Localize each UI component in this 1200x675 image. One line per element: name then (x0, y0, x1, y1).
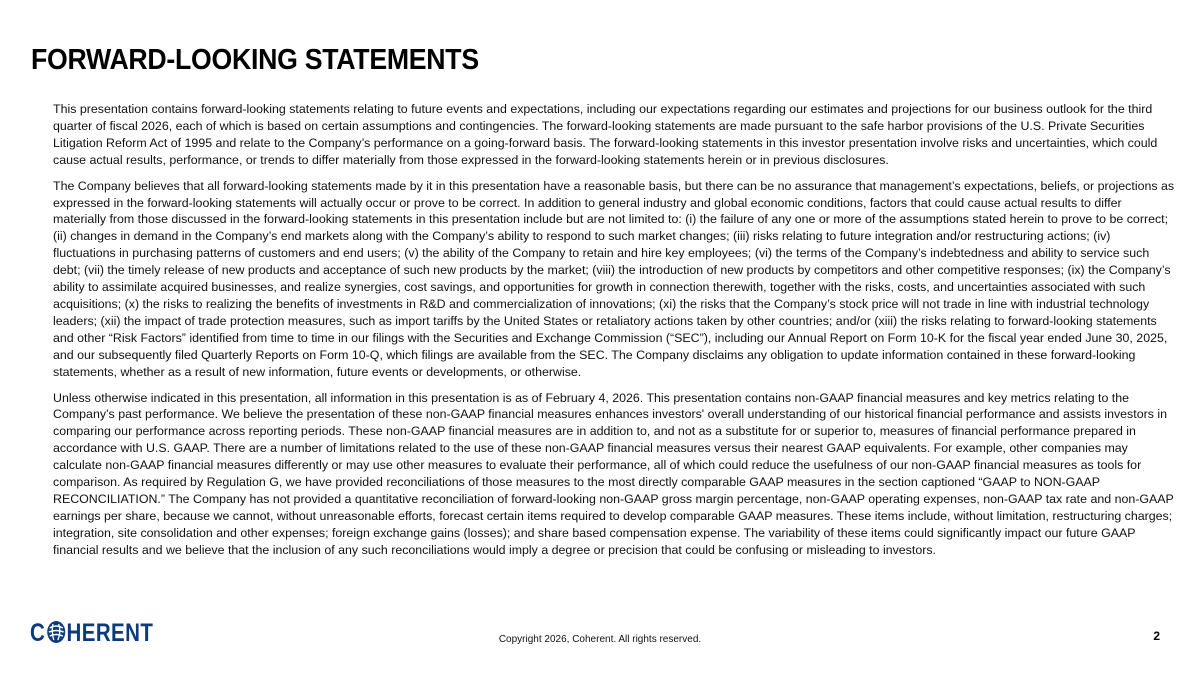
body-text (53, 101, 1175, 568)
paragraph-non-gaap: Unless otherwise indicated in this presentation, all information in this presentation is as of February 4, 2026. This presentation contains non-GAAP financial measures and key metrics relating to the Company’s past performance. We believe the presentation of these non-GAAP financial measures enhances investors' overall understanding of our historical financial performance and assists investors in comparing our performance across reporting periods. These non-GAAP financial measures are in addition to, and not as a substitute for or superior to, measures of financial performance prepared in accordance with U.S. GAAP. There are a number of limitations related to the use of these non-GAAP financial measures versus their nearest GAAP equivalents. For example, other companies may calculate non-GAAP financial measures differently or may use other measures to evaluate their performance, all of which could reduce the usefulness of our non-GAAP financial measures as tools for comparison. As required by Regulation G, we have provided reconciliations of those measures to the most directly comparable GAAP measures in the section captioned “GAAP to NON-GAAP RECONCILIATION.” The Company has not provided a quantitative reconciliation of forward-looking non-GAAP gross margin percentage, non-GAAP operating expenses, non-GAAP tax rate and non-GAAP earnings per share, because we cannot, without unreasonable efforts, forecast certain items required to develop comparable GAAP measures. These items include, without limitation, restructuring charges; integration, site consolidation and other expenses; foreign exchange gains (losses); and share based compensation expense. The variability of these items could significantly impact our future GAAP financial results and we believe that the inclusion of any such reconciliations would imply a degree or precision that could be confusing or misleading to investors. (53, 390, 1174, 557)
copyright-text: Copyright 2026, Coherent. All rights reserved. (498, 634, 702, 645)
page-number: 2 (1153, 629, 1160, 643)
paragraph-forward-looking: This presentation contains forward-looking statements relating to future events and expectations, including our expectations regarding our estimates and projections for our business outlook for the third quarter of fiscal 2026, each of which is based on certain assumptions and contingencies. The forward-looking statements are made pursuant to the safe harbor provisions of the U.S. Private Securities Litigation Reform Act of 1995 and relate to the Company’s performance on a going-forward basis. The forward-looking statements in this investor presentation involve risks and uncertainties, which could cause actual results, performance, or trends to differ materially from those expressed in the forward-looking statements herein or in previous disclosures. (53, 102, 1158, 167)
page-title: FORWARD-LOOKING STATEMENTS (31, 44, 479, 76)
paragraph-risk-factors: The Company believes that all forward-looking statements made by it in this presentation have a reasonable basis, but there can be no assurance that management’s expectations, beliefs, or projections as expressed in the forward-looking statements will actually occur or prove to be correct. In addition to general industry and global economic conditions, factors that could cause actual results to differ materially from those discussed in the forward-looking statements in this presentation include but are not limited to: (i) the failure of any one or more of the assumptions stated herein to prove to be correct; (ii) changes in demand in the Company’s end markets along with the Company’s ability to respond to such market changes; (iii) risks relating to future integration and/or restructuring actions; (iv) fluctuations in purchasing patterns of customers and end users; (v) the ability of the Company to retain and hire key employees; (vi) the terms of the Company’s indebtedness and ability to service such debt; (vii) the timely release of new products and acceptance of such new products by the market; (viii) the introduction of new products by competitors and other competitive responses; (ix) the Company’s ability to assimilate acquired businesses, and realize synergies, cost savings, and opportunities for growth in connection therewith, together with the risks, costs, and uncertainties associated with such acquisitions; (x) the risks to realizing the benefits of investments in R&D and commercialization of innovations; (xi) the risks that the Company’s stock price will not trade in line with industrial technology leaders; (xii) the impact of trade protection measures, such as import tariffs by the United States or retaliatory actions taken by other countries; and/or (xiii) the risks relating to forward-looking statements and other “Risk Factors” identified from time to time in our filings with the Securities and Exchange Commission (“SEC”), including our Annual Report on Form 10-K for the fiscal year ended June 30, 2025, and our subsequently filed Quarterly Reports on Form 10-Q, which filings are available from the SEC. The Company disclaims any obligation to update information contained in these forward-looking statements, whether as a result of new information, future events or developments, or otherwise. (53, 178, 1175, 379)
logo-text-prefix: C (30, 619, 46, 647)
logo-text-suffix: HERENT (66, 619, 154, 647)
